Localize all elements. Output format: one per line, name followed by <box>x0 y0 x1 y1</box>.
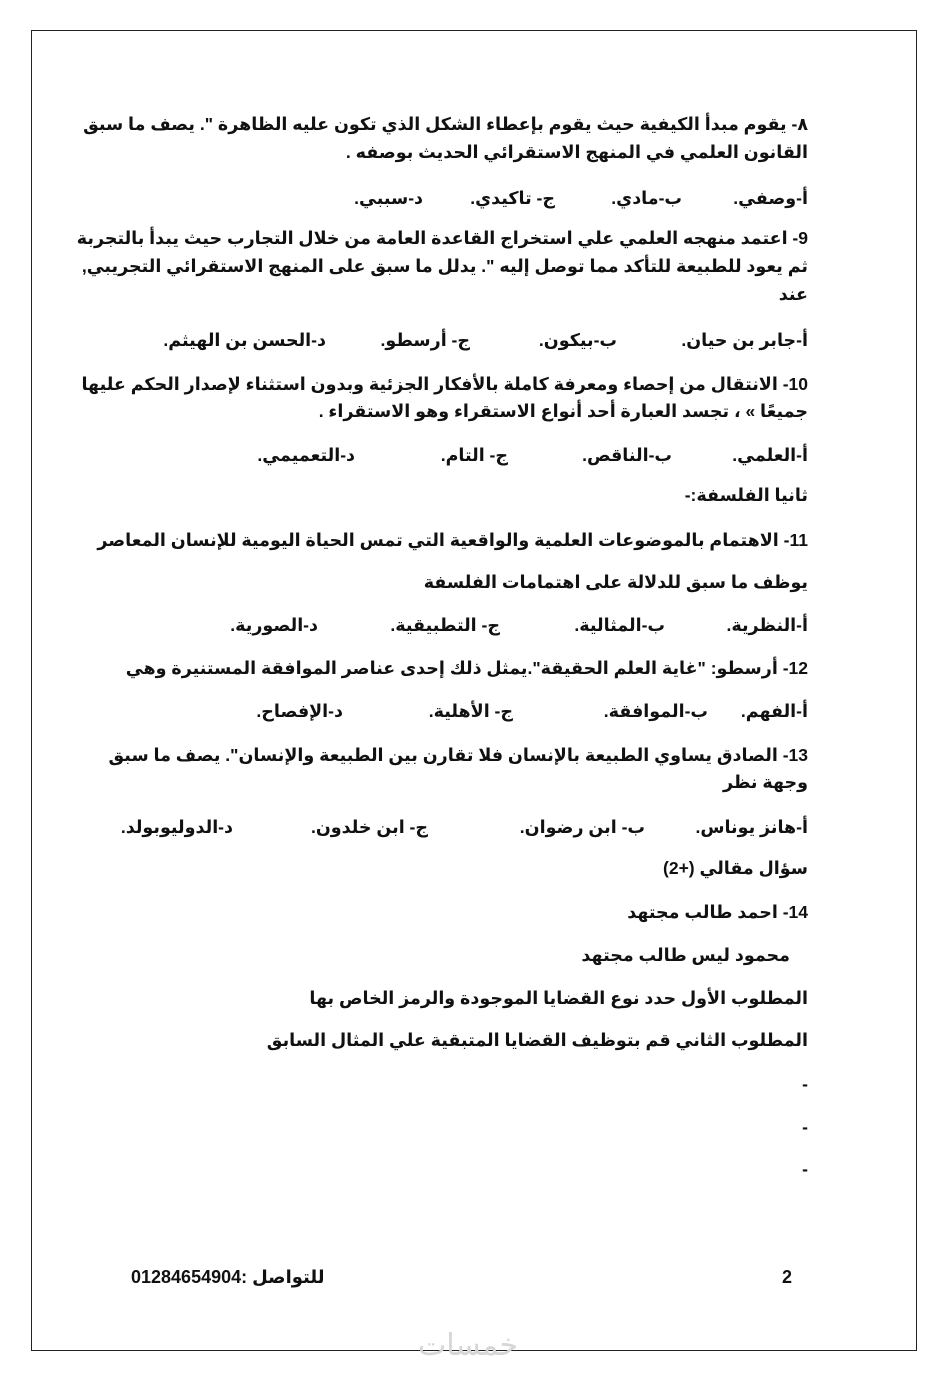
answer-dash: - <box>802 1074 808 1094</box>
answer-dash: - <box>802 1117 808 1137</box>
question-9-line-2: ثم يعود للطبيعة للتأكد مما توصل إليه ". يدلل ما سبق على المنهج الاستقرائي التجريبي, <box>81 256 808 276</box>
question-14-line-2: محمود ليس طالب مجتهد <box>581 945 790 965</box>
option-d: د-الحسن بن الهيثم. <box>163 330 326 350</box>
option-a: أ-الفهم. <box>740 701 808 721</box>
option-b: ب-المثالية. <box>574 615 665 635</box>
contact-info: للتواصل :01284654904 <box>131 1267 325 1287</box>
question-8-line-1: ٨- يقوم مبدأ الكيفية حيث يقوم بإعطاء الشكل الذي تكون عليه الظاهرة ". يصف ما سبق <box>83 114 808 134</box>
option-d: د-الصورية. <box>230 615 318 635</box>
watermark-logo: خمسات <box>418 1328 519 1363</box>
option-b: ب-الناقص. <box>582 445 672 465</box>
section-heading-philosophy: ثانيا الفلسفة:- <box>684 485 808 505</box>
page-number: 2 <box>782 1267 793 1287</box>
option-c: ج- التام. <box>440 445 508 465</box>
essay-title: سؤال مقالي (+2) <box>663 858 808 878</box>
requirement-2: المطلوب الثاني قم بتوظيف القضايا المتبقية علي المثال السابق <box>266 1030 808 1050</box>
question-12-line-1: 12- أرسطو: "غاية العلم الحقيقة".يمثل ذلك إحدى عناصر الموافقة المستنيرة وهي <box>125 658 808 678</box>
question-13-line-2: وجهة نظر <box>722 772 808 792</box>
option-a: أ-النظرية. <box>726 615 808 635</box>
question-11-line-2: يوظف ما سبق للدلالة على اهتمامات الفلسفة <box>423 572 808 592</box>
option-c: ج- أرسطو. <box>380 330 470 350</box>
question-10-line-1: 10- الانتقال من إحصاء ومعرفة كاملة بالأفكار الجزئية وبدون استثناء لإصدار الحكم عليها <box>81 374 808 394</box>
question-8-line-2: القانون العلمي في المنهج الاستقرائي الحديث بوصفه . <box>345 142 808 162</box>
option-a: أ-جابر بن حيان. <box>681 330 808 350</box>
question-11-line-1: 11- الاهتمام بالموضوعات العلمية والواقعية التي تمس الحياة اليومية للإنسان المعاصر <box>97 530 808 550</box>
option-d: د-الدوليوبولد. <box>120 817 233 837</box>
option-d: د-الإفصاح. <box>256 701 343 721</box>
option-c: ج- الأهلية. <box>428 701 513 721</box>
question-9-line-1: 9- اعتمد منهجه العلمي علي استخراج القاعدة العامة من خلال التجارب حيث يبدأ بالتجربة <box>76 228 808 248</box>
question-10-line-2: جميعًا » ، تجسد العبارة أحد أنواع الاستقراء وهو الاستقراء . <box>318 401 808 421</box>
answer-dash: - <box>802 1159 808 1179</box>
option-b: ب- ابن رضوان. <box>519 817 645 837</box>
option-c: ج- التطبيقية. <box>390 615 500 635</box>
option-d: د-سببي. <box>354 188 423 208</box>
option-d: د-التعميمي. <box>257 445 355 465</box>
option-a: أ-وصفي. <box>733 188 808 208</box>
question-9-line-3: عند <box>778 284 808 304</box>
option-b: ب-مادي. <box>611 188 682 208</box>
option-a: أ-هانز يوناس. <box>695 817 808 837</box>
question-13-line-1: 13- الصادق يساوي الطبيعة بالإنسان فلا تقارن بين الطبيعة والإنسان". يصف ما سبق <box>108 745 808 765</box>
option-c: ج- ابن خلدون. <box>310 817 428 837</box>
option-a: أ-العلمي. <box>732 445 808 465</box>
requirement-1: المطلوب الأول حدد نوع القضايا الموجودة والرمز الخاص بها <box>309 988 808 1008</box>
question-14-line-1: 14- احمد طالب مجتهد <box>627 902 808 922</box>
option-b: ب-الموافقة. <box>603 701 708 721</box>
option-c: ج- تاكيدي. <box>470 188 555 208</box>
option-b: ب-بيكون. <box>538 330 617 350</box>
